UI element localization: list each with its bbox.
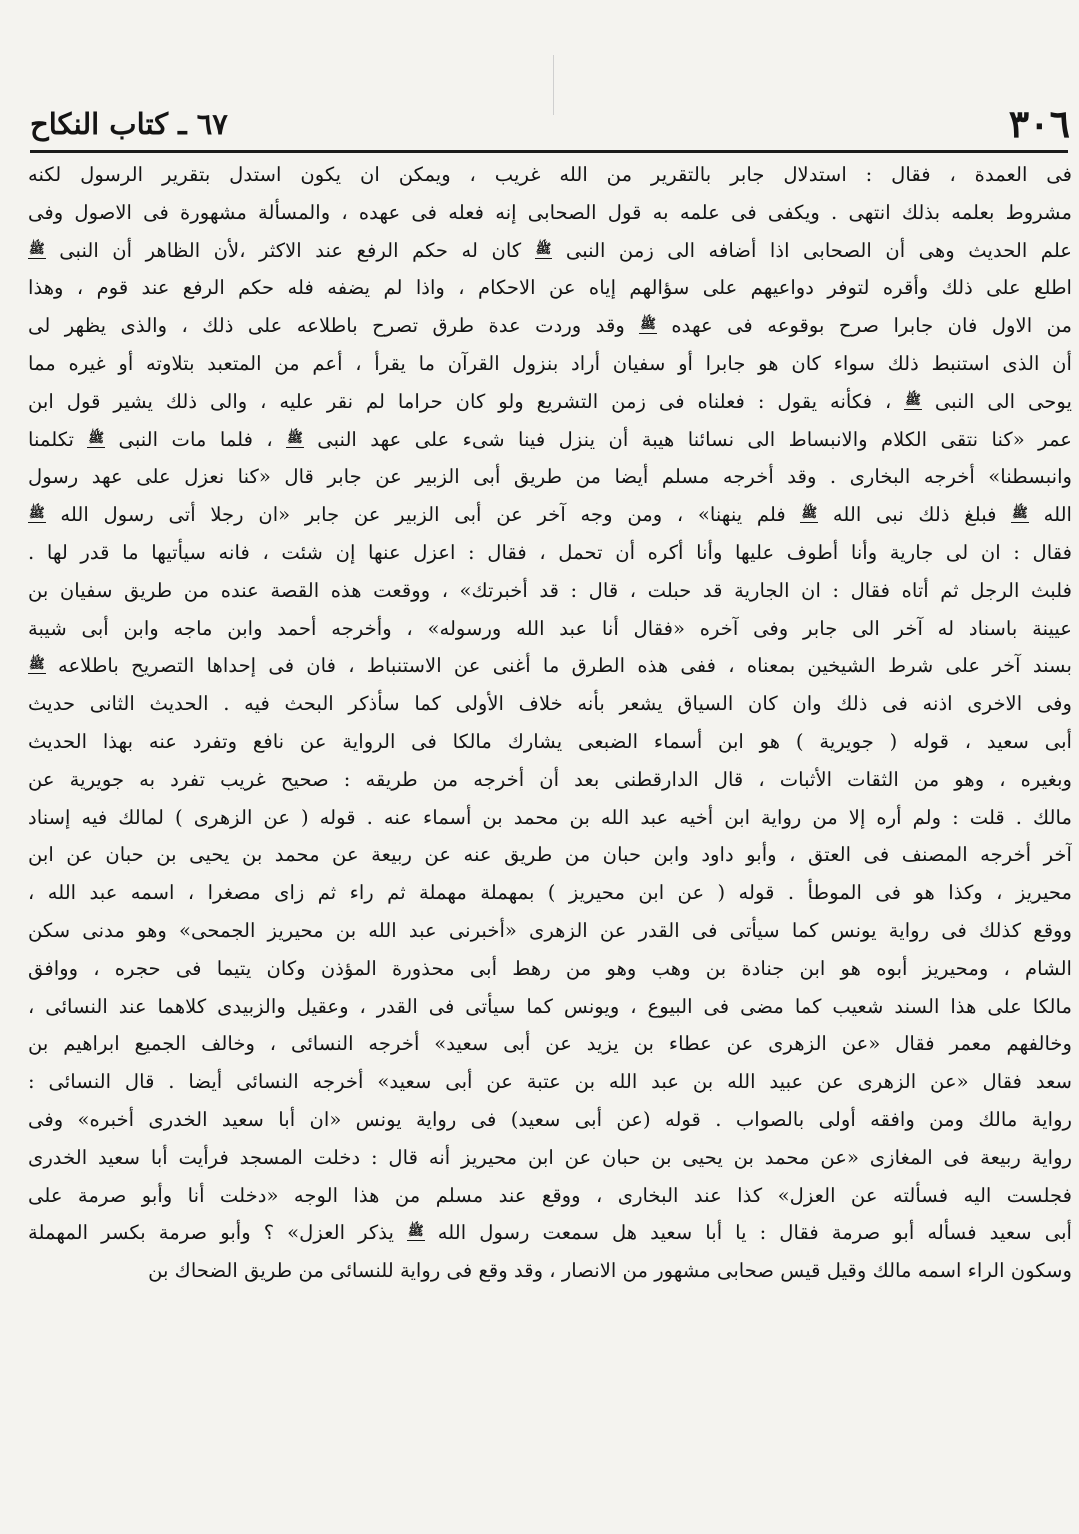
salawat-glyph: ﷺ: [1012, 506, 1028, 522]
text-line: وانبسطنا» أخرجه البخارى . وقد أخرجه مسلم أيضا من طريق أبى الزبير عن جابر قال «كنا نعزل على عهد رسول: [28, 465, 1072, 489]
salawat-glyph: ﷺ: [287, 430, 303, 446]
text-line: بسند آخر على شرط الشيخين بمعناه ، ففى هذه الطرق ما أغنى عن الاستنباط ، فان فى إحداها التصريح باطلاعه ﷺ: [29, 654, 1072, 678]
text-line: الله ﷺ فبلغ ذلك نبى الله ﷺ فلم ينهنا» ، ومن وجه آخر عن أبى الزبير عن جابر «ان رجلا أتى رسول الله ﷺ: [29, 503, 1072, 527]
salawat-glyph: ﷺ: [801, 506, 818, 522]
text-line: أبى سعيد فسأله أبو صرمة فقال : يا أبا سعيد هل سمعت رسول الله ﷺ يذكر العزل» ؟ وأبو صرمة بكسر المهملة: [28, 1221, 1072, 1245]
text-line: اطلع على ذلك وأقره لتوفر دواعيهم على سؤالهم إياه عن الاحكام ، واذا لم يضفه فله حكم الرفع عند قوم ، وهذا: [28, 276, 1072, 300]
text-line: عمر «كنا نتقى الكلام والانبساط الى نسائنا هيبة أن ينزل فينا شىء على عهد النبى ﷺ ، فلما مات النبى ﷺ تكلمنا: [28, 427, 1072, 451]
text-line: رواية ربيعة فى المغازى «عن محمد بن يحيى بن حبان عن ابن محيريز أنه قال : دخلت المسجد فرأيت أبا سعيد الخدرى: [28, 1145, 1072, 1169]
salawat-glyph: ﷺ: [29, 657, 45, 673]
body-text: [28, 156, 1072, 1516]
text-line: آخر أخرجه المصنف فى العتق ، وأبو داود وابن حبان من طريق عنه عن ربيعة عن محمد بن يحيى بن حبان عن ابن: [28, 843, 1072, 867]
page-header: [30, 100, 1070, 148]
text-line: فقال : ان لى جارية وأنا أطوف عليها وأنا أكره أن تحمل ، فقال : اعزل عنها إن شئت ، فانه سيأتيها ما قدر لها .: [28, 540, 1072, 564]
salawat-glyph: ﷺ: [88, 430, 105, 446]
text-line: الشام ، ومحيريز أبوه هو ابن جنادة بن وهب وهو من رهط أبى محذورة المؤذن وكان يتيما فى حجره ، ووافق: [28, 956, 1072, 980]
text-line: وفى الاخرى اذنه فى ذلك وان كان السياق يشعر بأنه خلاف الأولى كما سأذكر البحث فيه . الحديث الثانى حديث: [28, 692, 1072, 716]
text-line: أبى سعيد ، قوله ( جويرية ) هو ابن أسماء الضبعى يشارك مالكا فى الرواية عن نافع وتفرد عنه بهذا الحديث: [28, 729, 1072, 753]
salawat-glyph: ﷺ: [905, 392, 921, 408]
text-line: عيينة باسناد له آخر الى جابر وفى آخره «فقال أنا عبد الله ورسوله» ، وأخرجه أحمد وابن ماجه وابن أبى شيبة: [28, 616, 1072, 640]
text-line: علم الحديث وهى أن الصحابى اذا أضافه الى زمن النبى ﷺ كان له حكم الرفع عند الاكثر ،لأن الظاهر أن النبى ﷺ: [29, 238, 1072, 262]
salawat-glyph: ﷺ: [640, 317, 656, 333]
text-line: يوحى الى النبى ﷺ ، فكأنه يقول : فعلناه فى زمن التشريع ولو كان حراما لم نقر عليه ، والى ذلك يشير قول ابن: [28, 389, 1072, 413]
salawat-glyph: ﷺ: [29, 241, 45, 257]
text-line: وبغيره ، وهو من الثقات الأثبات ، قال الدارقطنى بعد أن أخرجه من طريقه : صحيح غريب تفرد به جويرية عن: [28, 767, 1072, 791]
salawat-glyph: ﷺ: [29, 506, 45, 522]
text-line: مالك . قلت : ولم أره إلا من رواية ابن أخيه عبد الله بن محمد بن أسماء عنه . قوله ( عن الزهرى ) لمالك فيه إسناد: [28, 805, 1072, 829]
text-line: مشروط بعلمه بذلك انتهى . ويكفى فى علمه به قول الصحابى إنه فعله فى عهده ، والمسألة مشهورة فى الاصول وفى: [28, 200, 1072, 224]
text-line: سعد فقال «عن الزهرى عن عبيد الله بن عبد الله بن عتبة عن أبى سعيد» أخرجه النسائى أيضا . قال النسائى :: [28, 1070, 1072, 1094]
text-line: ووقع كذلك فى رواية يونس كما سيأتى فى القدر عن الزهرى «أخبرنى عبد الله بن محيريز الجمحى» وهو مدنى سكن: [28, 918, 1072, 942]
text-line: وخالفهم معمر فقال «عن الزهرى عن عطاء بن يزيد عن أبى سعيد» أخرجه النسائى ، وخالف الجميع ابراهيم بن: [28, 1032, 1072, 1056]
running-title: ٦٧ ـ كتاب النكاح: [30, 107, 228, 141]
text-line: فلبث الرجل ثم أتاه فقال : ان الجارية قد حبلت ، قال : قد أخبرتك» ، ووقعت هذه القصة عنده من طريق سفيان بن: [28, 578, 1072, 602]
text-line: أن الذى استنبط ذلك سواء كان هو جابرا أو سفيان أراد بنزول القرآن ما يقرأ ، أعم من المتعبد بتلاوته أو غيره مما: [28, 351, 1072, 375]
text-line: من الاول فان جابرا صرح بوقوعه فى عهده ﷺ وقد وردت عدة طرق تصرح باطلاعه على ذلك ، والذى يظهر لى: [28, 314, 1072, 338]
salawat-glyph: ﷺ: [408, 1224, 424, 1240]
text-line: فى العمدة ، فقال : استدلال جابر بالتقرير من الله غريب ، ويمكن ان يكون استدل بتقرير الرسول لكنه: [28, 163, 1072, 186]
text-line: محيريز ، وكذا هو فى الموطأ . قوله ( عن ابن محيريز ) بمهملة مهملة ثم راء ثم زاى مصغرا ، اسمه عبد الله ،: [28, 881, 1072, 905]
text-line: وسكون الراء اسمه مالك وقيل قيس صحابى مشهور من الانصار ، وقد وقع فى رواية للنسائى من طريق الضحاك بن: [148, 1259, 1072, 1283]
text-line: مالكا على هذا السند شعيب كما مضى فى البيوع ، ويونس كما سيأتى فى القدر ، وعقيل والزبيدى كلاهما عند النسائى ،: [28, 994, 1072, 1018]
text-line: رواية مالك ومن وافقه أولى بالصواب . قوله (عن أبى سعيد) فى رواية يونس «ان أبا سعيد الخدرى أخبره» وفى: [28, 1107, 1072, 1131]
salawat-glyph: ﷺ: [535, 241, 552, 257]
page-number: ٣٠٦: [1008, 101, 1070, 146]
header-rule: [30, 150, 1068, 153]
text-line: فجلست اليه فسألته عن العزل» كذا عند البخارى ، ووقع عند مسلم من هذا الوجه «دخلت أنا وأبو صرمة على: [28, 1183, 1072, 1207]
